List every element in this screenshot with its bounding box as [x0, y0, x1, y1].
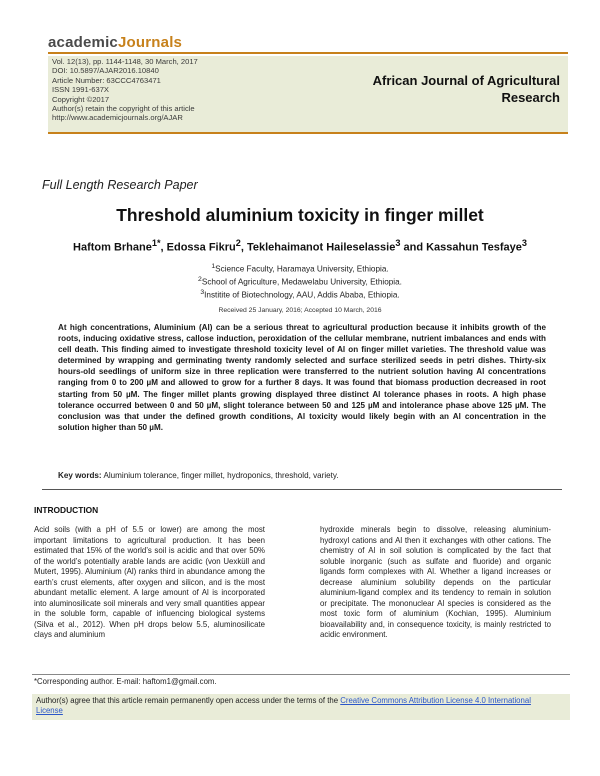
license-notice	[36, 696, 556, 717]
author-name: Edossa Fikru	[166, 241, 236, 254]
affiliations	[0, 262, 600, 302]
abstract: At high concentrations, Aluminium (Al) can be a serious threat to agricultural production because it inhibits growth of the roots, inducing oxidative stress, callose induction, peroxidation of the cellular membrane, nutrient imbalances and ends with cell death. This finding aimed to investigate threshold toxicity level of Al on finger millet varieties. The threshold value was determined by wrapping and germinating twenty randomly selected and surface sterilized seeds in petri dishes. Thirty-six hours-old seedlings of uniform size in three replication were transferred to the nutrient solution having Al concentrations ranging from 0 to 200 µM and allowed to grow for a further 8 days. It was found that biomass production decreased in root starting from 50 µM. The finger millet plants growing displayed three distinct Al tolerance phases in roots. A high phase tolerance occurred between 0 and 50 µM, slight tolerance between 50 and 125 µM and intolerance phase above 125 µM. The conclusion was that under the defined growth conditions, Al toxicity would likely begin with an Al concentration in the solution higher than 50 µM.	[58, 323, 546, 432]
paper-title: Threshold aluminium toxicity in finger millet	[116, 205, 484, 225]
corresponding-email[interactable]: *Corresponding author. E-mail: haftom1@gmail.com.	[34, 677, 217, 686]
received-dates: Received 25 January, 2016; Accepted 10 March, 2016	[218, 307, 382, 314]
article-metadata	[52, 57, 198, 123]
license-link[interactable]: Creative Commons Attribution License 4.0 International License	[36, 696, 531, 716]
footnote-rule	[32, 674, 570, 675]
author-list	[0, 238, 600, 254]
keywords-rule	[42, 489, 562, 490]
meta-url[interactable]: http://www.academicjournals.org/AJAR	[52, 113, 183, 123]
author-name: Haftom Brhane	[73, 241, 152, 254]
meta-copyright: Copyright ©2017	[52, 94, 110, 104]
intro-column-left: Acid soils (with a pH of 5.5 or lower) are among the most important limitations to agricultural production. It has been estimated that 15% of the world’s soil is acidic and that over 50% of the world’s potentially arable lands are acidic (von Uexküll and Mutert, 1995). Aluminium (Al) ranks third in abundance among the earth’s crust elements, after oxygen and silicon, and is the most abundant metallic element. A large amount of Al is incorporated into aluminosilicate soil minerals and very small quantities appear in the soluble form, capable of influencing biological systems (Silva et al., 2012). When pH drops below 5.5, aluminosilicate clays and aluminium	[34, 525, 265, 640]
affiliation-item: $^3$Institite of Biotechnology, AAU, Addis Ababa, Ethiopia.	[200, 289, 400, 301]
affiliation-item: $^1$Science Faculty, Haramaya University, Ethiopia.	[211, 263, 389, 274]
publisher-logo-part2: Journals	[117, 34, 183, 51]
author-name: Teklehaimanot Haileselassie	[246, 241, 396, 254]
header-bottom-rule	[48, 132, 568, 134]
journal-name-line2: Research	[501, 90, 560, 105]
author-affil-number: 1	[151, 238, 157, 248]
author-name: Kassahun Tesfaye	[426, 241, 522, 254]
affiliation-item: $^2$School of Agriculture, Medawelabu University, Ethiopia.	[198, 276, 402, 287]
keywords-text: Aluminium tolerance, finger millet, hydroponics, threshold, variety.	[103, 471, 339, 480]
journal-name	[330, 72, 560, 106]
meta-article-number: Article Number: 63CCC4763471	[52, 75, 161, 85]
meta-issn: ISSN 1991-637X	[52, 85, 109, 95]
paper-type: Full Length Research Paper	[42, 178, 198, 192]
meta-volume: Vol. 12(13), pp. 1144-1148, 30 March, 2017	[52, 57, 198, 66]
header-top-rule	[48, 52, 568, 54]
journal-name-line1: African Journal of Agricultural	[372, 73, 560, 88]
author-separator: ,	[240, 241, 247, 254]
intro-column-right: hydroxide minerals begin to dissolve, releasing aluminium-hydroxyl cations and Al then it exchanges with other cations. The chemistry of Al in soil solution is complicated by the fact that soluble inorganic (such as sulfate and fluoride) and organic ligands form complexes with Al. Whether a ligand increases or decrease aluminium solubility depends on the particular aluminium-ligand complex and its tendency to remain in solution or precipitate. The mononuclear Al species is considered as the most toxic form of aluminium (Kochian, 1995). Aluminium bioavailability and, in consequence toxicity, is mainly restricted to acidic environment.	[320, 525, 551, 640]
author-separator: and	[400, 241, 427, 254]
introduction-heading: INTRODUCTION	[34, 505, 99, 515]
publisher-logo	[48, 34, 182, 51]
keywords	[58, 471, 546, 480]
corresponding-marker: *	[156, 238, 161, 248]
publisher-logo-part1: academic	[48, 34, 118, 51]
author-affil-number: 2	[235, 238, 241, 248]
author-separator: ,	[160, 241, 167, 254]
keywords-label: Key words:	[58, 471, 102, 480]
author-affil-number: 3	[395, 238, 401, 248]
meta-doi: DOI: 10.5897/AJAR2016.10840	[52, 66, 159, 76]
license-text: Author(s) agree that this article remain permanently open access under the terms of the	[36, 696, 341, 705]
author-affil-number: 3	[521, 238, 527, 248]
meta-rights: Author(s) retain the copyright of this article	[52, 104, 195, 114]
